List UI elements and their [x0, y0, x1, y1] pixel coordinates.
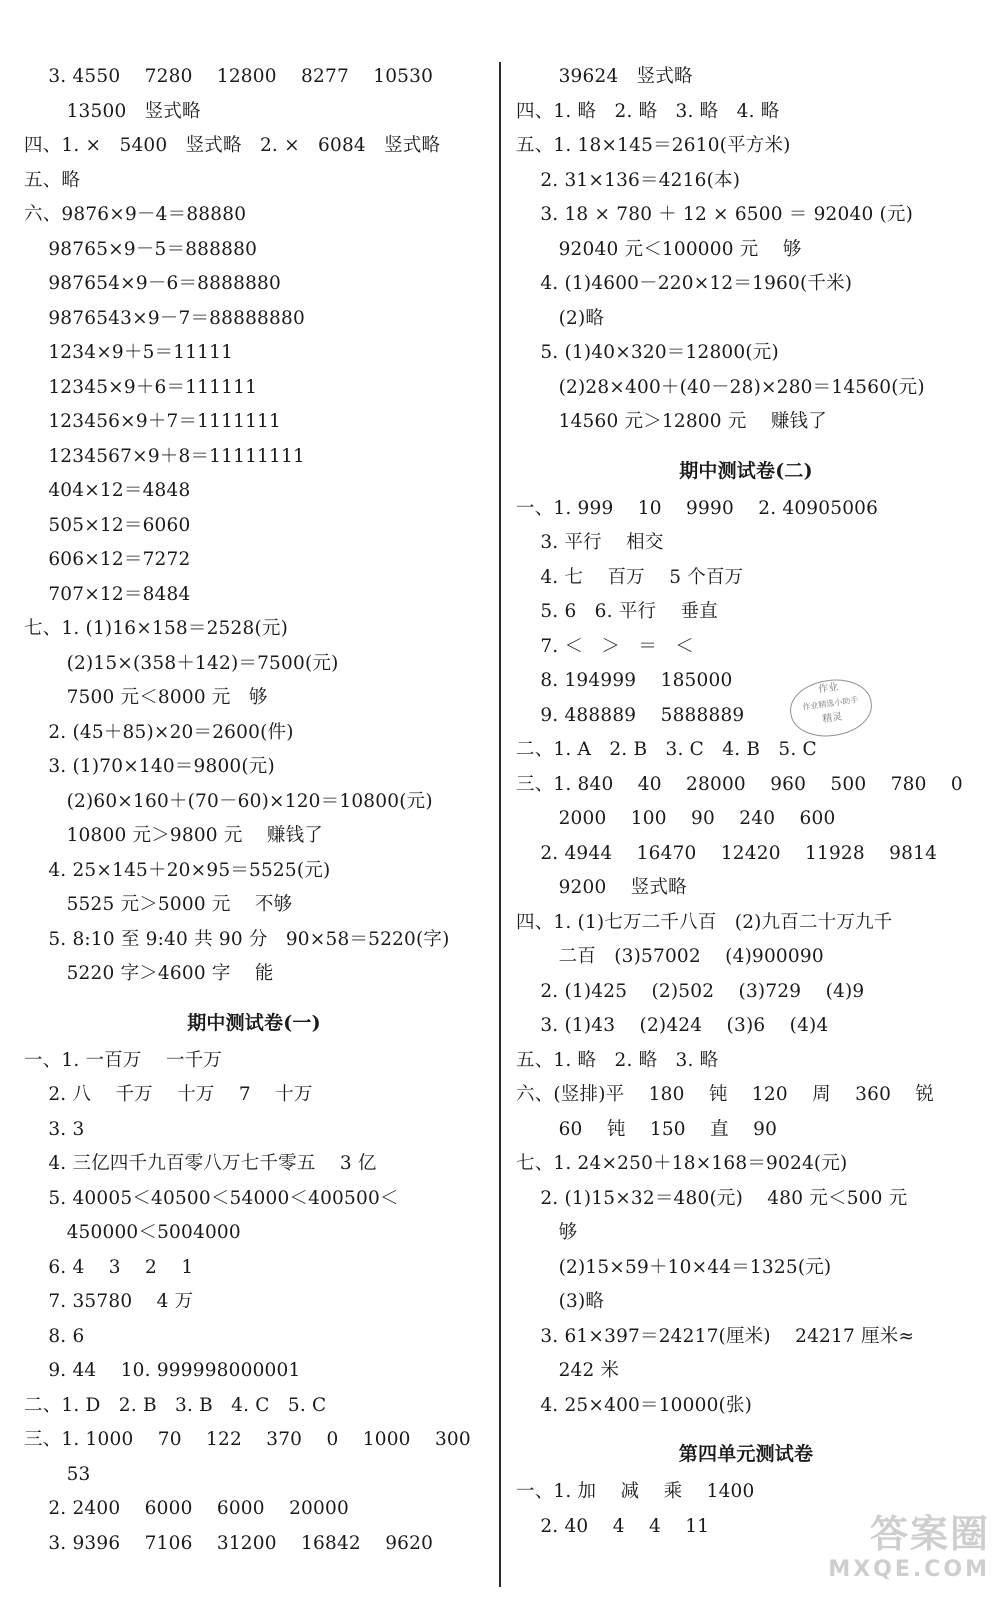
answer-line: 5. 8:10 至 9:40 共 90 分 90×58＝5220(字)	[24, 928, 450, 950]
answer-line: 5220 字＞4600 字 能	[24, 963, 274, 984]
answer-line: 14560 元＞12800 元 赚钱了	[516, 411, 827, 432]
answer-line: 10800 元＞9800 元 赚钱了	[24, 825, 323, 846]
stamp-line-1: 作业	[817, 681, 839, 696]
answer-line: 3. 平行 相交	[516, 532, 664, 553]
section-title: 期中测试卷(二)	[679, 459, 813, 482]
answer-line: 3. 3	[24, 1118, 85, 1140]
answer-line: 3. 61×397＝24217(厘米) 24217 厘米≈	[516, 1325, 915, 1347]
answer-line: 一、1. 999 10 9990 2. 40905006	[516, 497, 879, 519]
answer-line: 四、1. 略 2. 略 3. 略 4. 略	[516, 100, 780, 122]
answer-line: 12345×9＋6＝111111	[24, 376, 258, 398]
answer-line: 39624 竖式略	[516, 66, 693, 87]
answer-line: 三、1. 1000 70 122 370 0 1000 300	[24, 1429, 471, 1450]
answer-line: 8. 6	[24, 1325, 85, 1347]
answer-line: 13500 竖式略	[24, 100, 201, 122]
right-column	[516, 60, 976, 1544]
answer-line: 2. 4944 16470 12420 11928 9814	[516, 842, 938, 864]
answer-line: 4. 七 百万 5 个百万	[516, 566, 744, 588]
answer-line: 2. 31×136＝4216(本)	[516, 169, 741, 191]
answer-line: 一、1. 一百万 一千万	[24, 1049, 223, 1071]
section-title: 期中测试卷(一)	[187, 1011, 321, 1034]
column-divider	[499, 62, 501, 1587]
answer-line: 2. 40 4 4 11	[516, 1515, 710, 1537]
answer-line: 2. 八 千万 十万 7 十万	[24, 1084, 313, 1105]
answer-line: 9. 488889 5888889	[516, 704, 745, 726]
answer-line: 二百 (3)57002 (4)900090	[516, 946, 824, 967]
answer-line: 505×12＝6060	[24, 514, 191, 536]
section-title: 第四单元测试卷	[678, 1443, 814, 1465]
answer-line: 53	[24, 1463, 91, 1485]
answer-line: 4. (1)4600－220×12＝1960(千米)	[516, 273, 853, 294]
answer-line: 7. ＜ ＞ ＝ ＜	[516, 635, 694, 657]
answer-line: 六、9876×9－4＝88880	[24, 204, 247, 225]
answer-line: 6. 4 3 2 1	[24, 1256, 194, 1278]
answer-line: 2000 100 90 240 600	[516, 808, 836, 829]
answer-line: 987654×9－6＝8888880	[24, 273, 281, 294]
answer-line: 60 钝 150 直 90	[516, 1118, 778, 1140]
answer-line: 9876543×9－7＝88888880	[24, 307, 305, 329]
answer-line: (3)略	[516, 1291, 605, 1312]
answer-line: 5. (1)40×320＝12800(元)	[516, 342, 779, 363]
answer-line: 四、1. (1)七万二千八百 (2)九百二十万九千	[516, 911, 893, 933]
watermark-url: MXQE.COM	[828, 1557, 990, 1582]
answer-line: 五、1. 18×145＝2610(平方米)	[516, 135, 791, 156]
answer-line: 92040 元＜100000 元 够	[516, 238, 802, 260]
answer-line: 够	[516, 1222, 578, 1243]
answer-line: (2)15×59＋10×44＝1325(元)	[516, 1256, 832, 1278]
left-column	[24, 60, 484, 1561]
answer-line: 9200 竖式略	[516, 877, 687, 898]
answer-line: 三、1. 840 40 28000 960 500 780 0	[516, 773, 963, 795]
stamp-line-3: 精灵	[821, 711, 844, 726]
answer-line: 四、1. × 5400 竖式略 2. × 6084 竖式略	[24, 135, 441, 156]
answer-line: 3. 18 × 780 ＋ 12 × 6500 ＝ 92040 (元)	[516, 204, 914, 225]
answer-line: 9. 44 10. 999998000001	[24, 1360, 301, 1381]
answer-line: 3. 9396 7106 31200 16842 9620	[24, 1532, 434, 1554]
answer-line: 七、1. (1)16×158＝2528(元)	[24, 618, 289, 639]
answer-line: 1234×9＋5＝11111	[24, 342, 234, 363]
answer-line: 3. 4550 7280 12800 8277 10530	[24, 66, 434, 87]
answer-line: 606×12＝7272	[24, 549, 191, 570]
site-watermark	[800, 1512, 990, 1592]
answer-line: 123456×9＋7＝1111111	[24, 411, 281, 432]
answer-line: 3. (1)70×140＝9800(元)	[24, 756, 275, 777]
answer-line: 2. (1)425 (2)502 (3)729 (4)9	[516, 980, 865, 1002]
answer-line: (2)28×400＋(40－28)×280＝14560(元)	[516, 376, 925, 398]
answer-line: 5525 元＞5000 元 不够	[24, 894, 293, 915]
answer-line: 7. 35780 4 万	[24, 1291, 194, 1312]
answer-line: 5. 6 6. 平行 垂直	[516, 601, 718, 622]
answer-line: 五、略	[24, 169, 81, 191]
answer-line: 98765×9－5＝888880	[24, 238, 258, 260]
answer-line: 二、1. D 2. B 3. B 4. C 5. C	[24, 1394, 327, 1416]
answer-line: 二、1. A 2. B 3. C 4. B 5. C	[516, 739, 817, 760]
answer-line: (2)略	[516, 307, 605, 329]
answer-line: 7500 元＜8000 元 够	[24, 687, 268, 708]
stamp-line-2: 作业精选小助手	[802, 695, 859, 712]
answer-line: 五、1. 略 2. 略 3. 略	[516, 1049, 719, 1071]
answer-line: 六、(竖排)平 180 钝 120 周 360 锐	[516, 1084, 935, 1105]
answer-line: 1234567×9＋8＝11111111	[24, 445, 305, 467]
answer-line: 5. 40005＜40500＜54000＜400500＜	[24, 1187, 399, 1209]
answer-line: 4. 三亿四千九百零八万七千零五 3 亿	[24, 1153, 377, 1174]
answer-line: (2)60×160＋(70－60)×120＝10800(元)	[24, 790, 433, 812]
answer-line: 8. 194999 185000	[516, 670, 733, 691]
answer-line: 2. (45＋85)×20＝2600(件)	[24, 721, 294, 743]
answer-line: 2. 2400 6000 6000 20000	[24, 1498, 349, 1519]
answer-line: 4. 25×400＝10000(张)	[516, 1394, 753, 1416]
answer-line: 2. (1)15×32＝480(元) 480 元＜500 元	[516, 1187, 908, 1209]
answer-line: 404×12＝4848	[24, 480, 191, 501]
answer-line: 一、1. 加 减 乘 1400	[516, 1481, 755, 1502]
answer-line: 242 米	[516, 1360, 620, 1381]
answer-line: 七、1. 24×250＋18×168＝9024(元)	[516, 1153, 848, 1174]
answer-line: 450000＜5004000	[24, 1222, 241, 1243]
answer-line: (2)15×(358＋142)＝7500(元)	[24, 652, 339, 674]
answer-line: 4. 25×145＋20×95＝5525(元)	[24, 859, 331, 881]
watermark-logo: 答案圈	[869, 1512, 990, 1556]
answer-line: 707×12＝8484	[24, 583, 191, 605]
answer-line: 3. (1)43 (2)424 (3)6 (4)4	[516, 1015, 829, 1036]
